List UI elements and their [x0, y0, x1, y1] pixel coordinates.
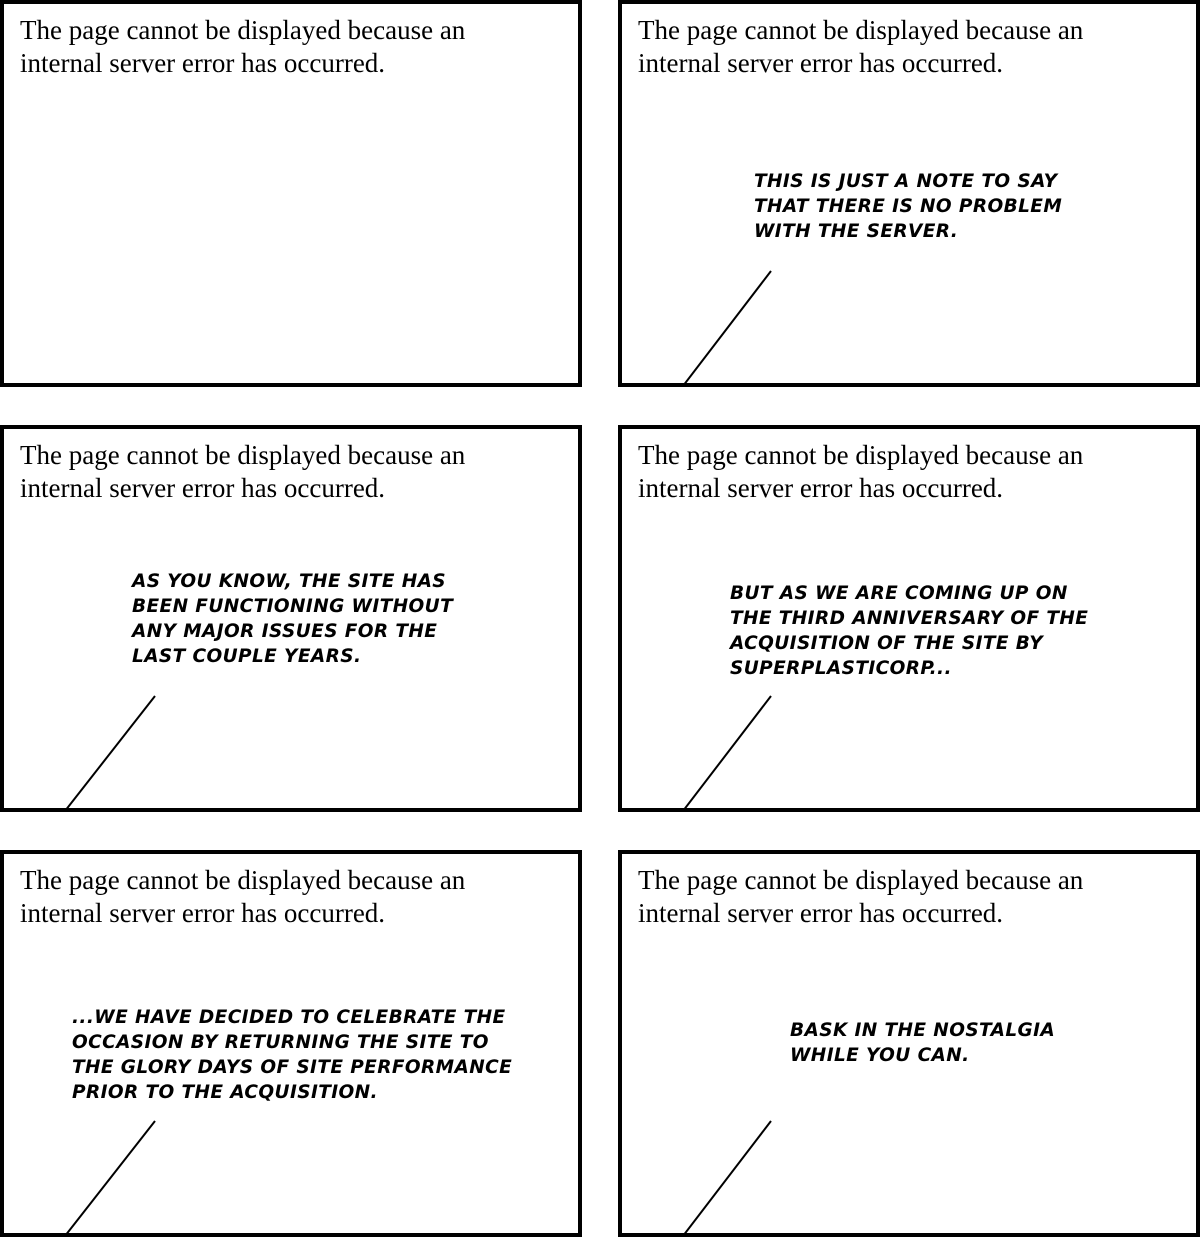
comic-panel-1: [0, 0, 582, 387]
speech-text: BASK IN THE NOSTALGIA WHILE YOU CAN.: [790, 1020, 1056, 1066]
comic-panel-4: [618, 425, 1200, 812]
error-message: The page cannot be displayed because an internal server error has occurred.: [638, 15, 1084, 78]
comic-panel-3: [0, 425, 582, 812]
comic-panel-2: [618, 0, 1200, 387]
speech-text: BUT AS WE ARE COMING UP ON THE THIRD ANNIVERSARY OF THE ACQUISITION OF THE SITE BY SUPERPLASTICORP...: [730, 583, 1089, 679]
error-message: The page cannot be displayed because an internal server error has occurred.: [638, 865, 1084, 928]
error-message: The page cannot be displayed because an internal server error has occurred.: [20, 15, 466, 78]
speech-text: ...WE HAVE DECIDED TO CELEBRATE THE OCCASION BY RETURNING THE SITE TO THE GLORY DAYS OF SITE PERFORMANCE PRIOR TO THE ACQUISITION.: [72, 1007, 513, 1103]
error-message: The page cannot be displayed because an internal server error has occurred.: [20, 440, 466, 503]
comic-panel-6: [618, 850, 1200, 1237]
comic-panel-5: [0, 850, 582, 1237]
speech-text: AS YOU KNOW, THE SITE HAS BEEN FUNCTIONING WITHOUT ANY MAJOR ISSUES FOR THE LAST COUPLE YEARS.: [132, 571, 454, 667]
error-message: The page cannot be displayed because an internal server error has occurred.: [638, 440, 1084, 503]
error-message: The page cannot be displayed because an internal server error has occurred.: [20, 865, 466, 928]
speech-text: THIS IS JUST A NOTE TO SAY THAT THERE IS NO PROBLEM WITH THE SERVER.: [754, 171, 1063, 242]
